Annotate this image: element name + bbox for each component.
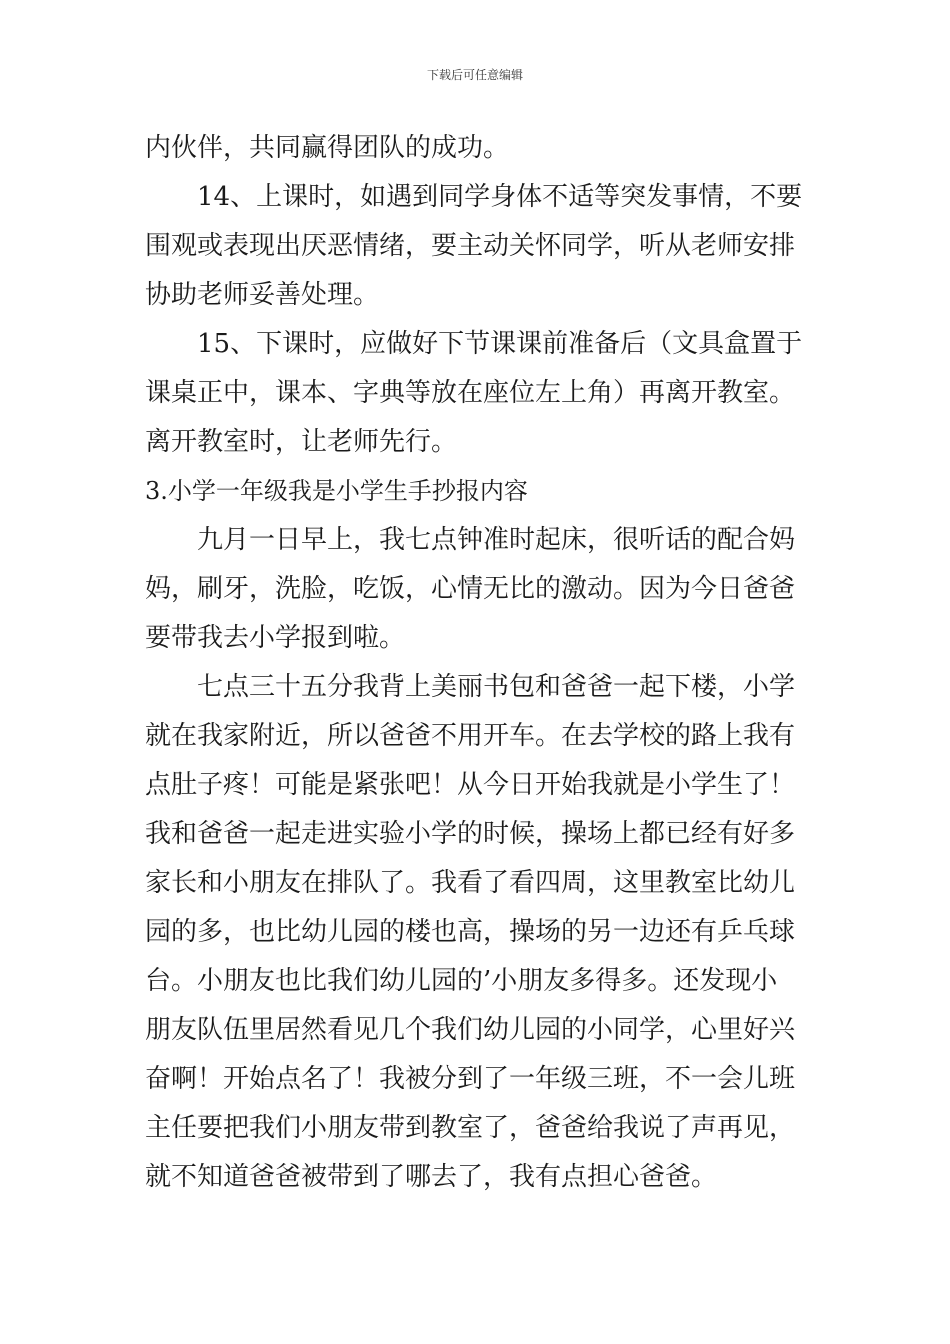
text-line: 围观或表现出厌恶情绪，要主动关怀同学，听从老师安排 bbox=[145, 231, 796, 261]
text-line: 家长和小朋友在排队了。我看了看四周，这里教室比幼儿 bbox=[145, 868, 796, 898]
text-line: 我和爸爸一起走进实验小学的时候，操场上都已经有好多 bbox=[145, 819, 796, 849]
text-line: 点肚子疼！可能是紧张吧！从今日开始我就是小学生了！ bbox=[145, 770, 796, 800]
text-line: 就不知道爸爸被带到了哪去了，我有点担心爸爸。 bbox=[145, 1162, 718, 1192]
text-line: 台。小朋友也比我们幼儿园的’小朋友多得多。还发现小 bbox=[145, 966, 778, 996]
text-line: 就在我家附近，所以爸爸不用开车。在去学校的路上我有 bbox=[145, 721, 796, 751]
text-line: 内伙伴，共同赢得团队的成功。 bbox=[145, 133, 510, 163]
page-header: 下载后可任意编辑 bbox=[426, 68, 523, 82]
text-line: 课桌正中，课本、字典等放在座位左上角）再离开教室。 bbox=[145, 378, 796, 408]
text-line: 七点三十五分我背上美丽书包和爸爸一起下楼，小学 bbox=[197, 672, 796, 702]
text-line: 协助老师妥善处理。 bbox=[145, 280, 380, 310]
text-line: 离开教室时，让老师先行。 bbox=[145, 427, 458, 457]
text-line: 主任要把我们小朋友带到教室了，爸爸给我说了声再见， bbox=[145, 1113, 796, 1143]
text-line: 朋友队伍里居然看见几个我们幼儿园的小同学，心里好兴 bbox=[145, 1015, 796, 1045]
text-line: 15、下课时，应做好下节课课前准备后（文具盒置于 bbox=[197, 329, 803, 359]
text-line: 要带我去小学报到啦。 bbox=[145, 623, 406, 653]
text-line: 园的多，也比幼儿园的楼也高，操场的另一边还有乒乓球 bbox=[145, 917, 796, 947]
text-line: 奋啊！开始点名了！我被分到了一年级三班，不一会儿班 bbox=[145, 1064, 796, 1094]
section-heading: 3.小学一年级我是小学生手抄报内容 bbox=[145, 477, 528, 505]
text-line: 14、上课时，如遇到同学身体不适等突发事情，不要 bbox=[197, 182, 803, 212]
text-line: 九月一日早上，我七点钟准时起床，很听话的配合妈 bbox=[197, 525, 796, 555]
text-line: 妈，刷牙，洗脸，吃饭，心情无比的激动。因为今日爸爸 bbox=[145, 574, 796, 604]
document-body bbox=[145, 124, 810, 1202]
